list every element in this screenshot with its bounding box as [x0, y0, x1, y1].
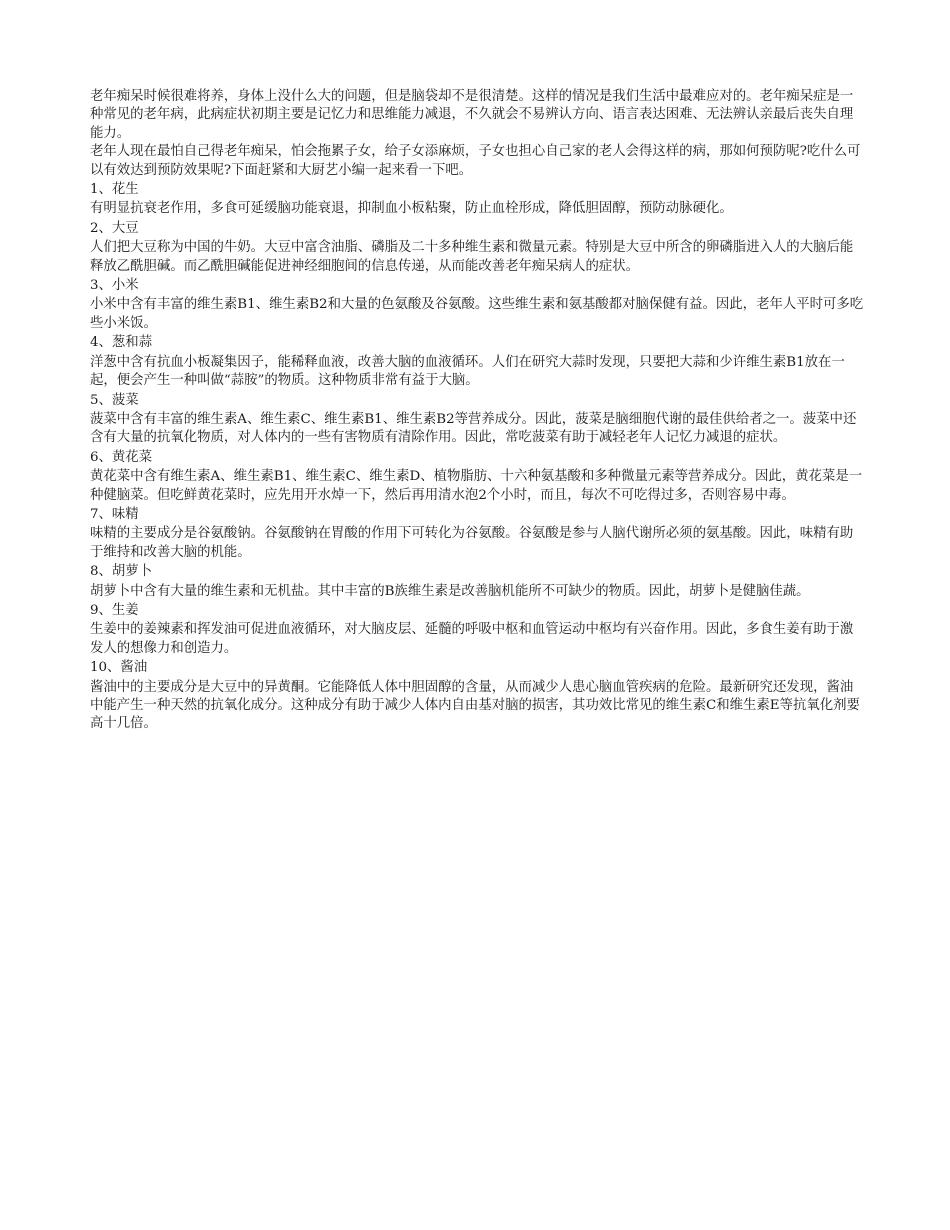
section-text-ginger: 生姜中的姜辣素和挥发油可促进血液循环，对大脑皮层、延髓的呼吸中枢和血管运动中枢均有兴奋作用。因此，多食生姜有助于激发人的想像力和创造力。	[90, 622, 854, 656]
section-text-daylily: 黄花菜中含有维生素A、维生素B1、维生素C、维生素D、植物脂肪、十六种氨基酸和多种微量元素等营养成分。因此，黄花菜是一种健脑菜。但吃鲜黄花菜时，应先用开水焯一下，然后再用清水泡2个小时，而且，每次不可吃得过多，否则容易中毒。	[90, 469, 863, 503]
section-heading-onion-garlic: 4、葱和蒜	[90, 335, 153, 351]
section-text-peanut: 有明显抗衰老作用，多食可延缓脑功能衰退，抑制血小板粘聚，防止血栓形成，降低胆固醇，预防动脉硬化。	[90, 201, 733, 217]
section-text-soybean: 人们把大豆称为中国的牛奶。大豆中富含油脂、磷脂及二十多种维生素和微量元素。特别是大豆中所含的卵磷脂进入人的大脑后能释放乙酰胆碱。而乙酰胆碱能促进神经细胞间的信息传递，从而能改善老年痴呆病人的症状。	[90, 240, 854, 274]
section-heading-peanut: 1、花生	[90, 182, 139, 198]
section-heading-msg: 7、味精	[90, 506, 139, 522]
section-heading-ginger: 9、生姜	[90, 602, 139, 618]
article-body	[90, 88, 865, 734]
section-heading-soybean: 2、大豆	[90, 220, 139, 236]
section-text-soy-sauce: 酱油中的主要成分是大豆中的异黄酮。它能降低人体中胆固醇的含量，从而减少人患心脑血管疾病的危险。最新研究还发现，酱油中能产生一种天然的抗氧化成分。这种成分有助于减少人体内自由基对脑的损害，其功效比常见的维生素C和维生素E等抗氧化剂要高十几倍。	[90, 679, 860, 732]
intro-paragraph-2: 老年人现在最怕自己得老年痴呆，怕会拖累子女，给子女添麻烦，子女也担心自己家的老人会得这样的病，那如何预防呢?吃什么可以有效达到预防效果呢?下面赶紧和大厨艺小编一起来看一下吧。	[90, 144, 861, 178]
section-heading-spinach: 5、菠菜	[90, 392, 139, 408]
section-text-onion-garlic: 洋葱中含有抗血小板凝集因子，能稀释血液，改善大脑的血液循环。人们在研究大蒜时发现，只要把大蒜和少许维生素B1放在一起，便会产生一种叫做“蒜胺”的物质。这种物质非常有益于大脑。	[90, 354, 845, 389]
section-text-millet: 小米中含有丰富的维生素B1、维生素B2和大量的色氨酸及谷氨酸。这些维生素和氨基酸都对脑保健有益。因此，老年人平时可多吃些小米饭。	[90, 297, 864, 331]
section-heading-daylily: 6、黄花菜	[90, 449, 153, 465]
section-heading-soy-sauce: 10、酱油	[90, 660, 148, 676]
section-heading-carrot: 8、胡萝卜	[90, 564, 153, 580]
section-text-msg: 味精的主要成分是谷氨酸钠。谷氨酸钠在胃酸的作用下可转化为谷氨酸。谷氨酸是参与人脑代谢所必须的氨基酸。因此，味精有助于维持和改善大脑的机能。	[90, 526, 854, 560]
section-text-spinach: 菠菜中含有丰富的维生素A、维生素C、维生素B1、维生素B2等营养成分。因此，菠菜是脑细胞代谢的最佳供给者之一。菠菜中还含有大量的抗氧化物质，对人体内的一些有害物质有清除作用。因此，常吃菠菜有助于减轻老年人记忆力减退的症状。	[90, 411, 857, 446]
intro-paragraph-1: 老年痴呆时候很难将养，身体上没什么大的问题，但是脑袋却不是很清楚。这样的情况是我们生活中最难应对的。老年痴呆症是一种常见的老年病，此病症状初期主要是记忆力和思维能力减退，不久就会不易辨认方向、语言表达困难、无法辨认亲最后丧失自理能力。	[90, 89, 854, 141]
section-text-carrot: 胡萝卜中含有大量的维生素和无机盐。其中丰富的B族维生素是改善脑机能所不可缺少的物质。因此，胡萝卜是健脑佳蔬。	[90, 583, 810, 599]
section-heading-millet: 3、小米	[90, 278, 139, 294]
